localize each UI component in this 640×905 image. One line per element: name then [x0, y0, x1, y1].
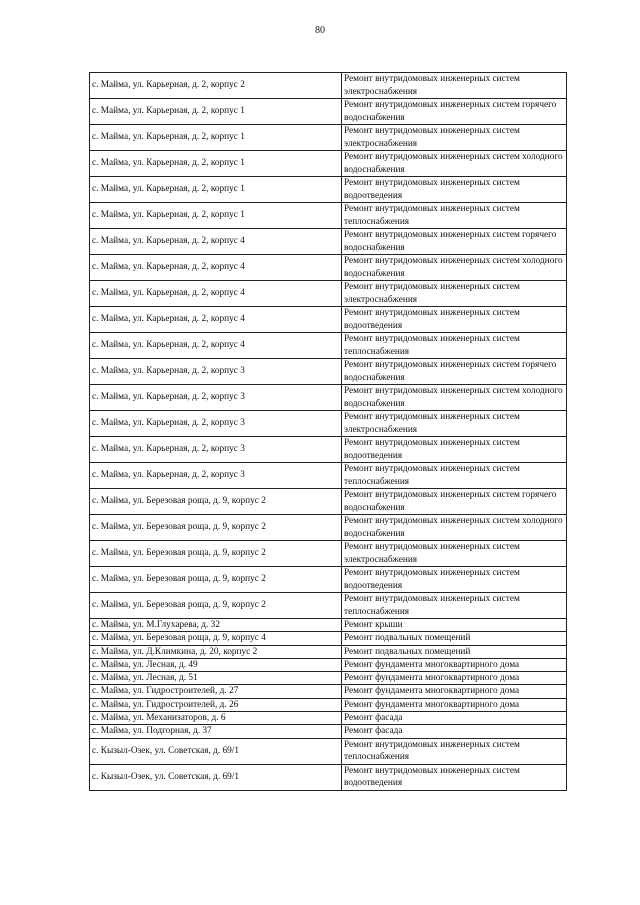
address-cell: с. Майма, ул. Лесная, д. 51	[90, 672, 342, 685]
address-cell: с. Майма, ул. Гидростроителей, д. 26	[90, 698, 342, 711]
table-body	[90, 73, 567, 791]
work-type-cell: Ремонт внутридомовых инженерных систем холодного водоснабжения	[342, 515, 567, 541]
table-row	[90, 203, 567, 229]
address-cell: с. Майма, ул. М.Глухарева, д. 32	[90, 619, 342, 632]
work-type-cell: Ремонт подвальных помещений	[342, 632, 567, 645]
work-type-cell: Ремонт внутридомовых инженерных систем теплоснабжения	[342, 738, 567, 764]
address-cell: с. Майма, ул. Березовая роща, д. 9, корпус 2	[90, 541, 342, 567]
address-cell: с. Майма, ул. Карьерная, д. 2, корпус 1	[90, 203, 342, 229]
address-cell: с. Майма, ул. Березовая роща, д. 9, корпус 2	[90, 489, 342, 515]
work-type-cell: Ремонт внутридомовых инженерных систем водоотведения	[342, 764, 567, 790]
table-row	[90, 738, 567, 764]
work-type-cell: Ремонт внутридомовых инженерных систем холодного водоснабжения	[342, 151, 567, 177]
address-cell: с. Майма, ул. Карьерная, д. 2, корпус 3	[90, 463, 342, 489]
table-row	[90, 515, 567, 541]
address-cell: с. Майма, ул. Карьерная, д. 2, корпус 3	[90, 411, 342, 437]
work-type-cell: Ремонт внутридомовых инженерных систем электроснабжения	[342, 411, 567, 437]
table-row	[90, 281, 567, 307]
table-row	[90, 567, 567, 593]
table-row	[90, 333, 567, 359]
work-type-cell: Ремонт внутридомовых инженерных систем холодного водоснабжения	[342, 255, 567, 281]
work-type-cell: Ремонт фундамента многоквартирного дома	[342, 698, 567, 711]
address-cell: с. Майма, ул. Карьерная, д. 2, корпус 3	[90, 437, 342, 463]
table-row	[90, 489, 567, 515]
table-row	[90, 658, 567, 671]
table-row	[90, 712, 567, 725]
repair-works-table	[89, 72, 567, 791]
address-cell: с. Майма, ул. Карьерная, д. 2, корпус 1	[90, 99, 342, 125]
address-cell: с. Майма, ул. Карьерная, д. 2, корпус 3	[90, 359, 342, 385]
table-row	[90, 672, 567, 685]
work-type-cell: Ремонт внутридомовых инженерных систем теплоснабжения	[342, 593, 567, 619]
address-cell: с. Майма, ул. Карьерная, д. 2, корпус 2	[90, 73, 342, 99]
address-cell: с. Майма, ул. Карьерная, д. 2, корпус 1	[90, 151, 342, 177]
address-cell: с. Майма, ул. Карьерная, д. 2, корпус 4	[90, 281, 342, 307]
work-type-cell: Ремонт внутридомовых инженерных систем горячего водоснабжения	[342, 229, 567, 255]
address-cell: с. Майма, ул. Карьерная, д. 2, корпус 1	[90, 125, 342, 151]
table-row	[90, 698, 567, 711]
table-row	[90, 177, 567, 203]
address-cell: с. Майма, ул. Д.Климкина, д. 20, корпус 2	[90, 645, 342, 658]
work-type-cell: Ремонт внутридомовых инженерных систем электроснабжения	[342, 73, 567, 99]
work-type-cell: Ремонт фундамента многоквартирного дома	[342, 672, 567, 685]
table-row	[90, 359, 567, 385]
work-type-cell: Ремонт внутридомовых инженерных систем водоотведения	[342, 437, 567, 463]
table-row	[90, 255, 567, 281]
work-type-cell: Ремонт фундамента многоквартирного дома	[342, 658, 567, 671]
address-cell: с. Майма, ул. Березовая роща, д. 9, корпус 4	[90, 632, 342, 645]
table-row	[90, 593, 567, 619]
work-type-cell: Ремонт внутридомовых инженерных систем горячего водоснабжения	[342, 489, 567, 515]
work-type-cell: Ремонт внутридомовых инженерных систем горячего водоснабжения	[342, 99, 567, 125]
address-cell: с. Кызыл-Озек, ул. Советская, д. 69/1	[90, 764, 342, 790]
work-type-cell: Ремонт внутридомовых инженерных систем горячего водоснабжения	[342, 359, 567, 385]
work-type-cell: Ремонт внутридомовых инженерных систем холодного водоснабжения	[342, 385, 567, 411]
work-type-cell: Ремонт крыши	[342, 619, 567, 632]
table-row	[90, 73, 567, 99]
table-row	[90, 307, 567, 333]
address-cell: с. Майма, ул. Гидростроителей, д. 27	[90, 685, 342, 698]
work-type-cell: Ремонт внутридомовых инженерных систем водоотведения	[342, 567, 567, 593]
table-row	[90, 764, 567, 790]
table-row	[90, 619, 567, 632]
address-cell: с. Майма, ул. Механизаторов, д. 6	[90, 712, 342, 725]
address-cell: с. Кызыл-Озек, ул. Советская, д. 69/1	[90, 738, 342, 764]
table-row	[90, 463, 567, 489]
work-type-cell: Ремонт внутридомовых инженерных систем водоотведения	[342, 307, 567, 333]
address-cell: с. Майма, ул. Карьерная, д. 2, корпус 4	[90, 229, 342, 255]
work-type-cell: Ремонт фасада	[342, 712, 567, 725]
work-type-cell: Ремонт внутридомовых инженерных систем теплоснабжения	[342, 333, 567, 359]
work-type-cell: Ремонт подвальных помещений	[342, 645, 567, 658]
work-type-cell: Ремонт внутридомовых инженерных систем электроснабжения	[342, 541, 567, 567]
address-cell: с. Майма, ул. Подгорная, д. 37	[90, 725, 342, 738]
work-type-cell: Ремонт фундамента многоквартирного дома	[342, 685, 567, 698]
work-type-cell: Ремонт внутридомовых инженерных систем теплоснабжения	[342, 463, 567, 489]
address-cell: с. Майма, ул. Березовая роща, д. 9, корпус 2	[90, 567, 342, 593]
table-row	[90, 151, 567, 177]
table-row	[90, 385, 567, 411]
address-cell: с. Майма, ул. Карьерная, д. 2, корпус 4	[90, 307, 342, 333]
table-row	[90, 632, 567, 645]
address-cell: с. Майма, ул. Карьерная, д. 2, корпус 1	[90, 177, 342, 203]
table-row	[90, 229, 567, 255]
table-row	[90, 541, 567, 567]
address-cell: с. Майма, ул. Березовая роща, д. 9, корпус 2	[90, 593, 342, 619]
table-row	[90, 99, 567, 125]
work-type-cell: Ремонт внутридомовых инженерных систем электроснабжения	[342, 125, 567, 151]
work-type-cell: Ремонт внутридомовых инженерных систем водоотведения	[342, 177, 567, 203]
table-row	[90, 411, 567, 437]
address-cell: с. Майма, ул. Карьерная, д. 2, корпус 3	[90, 385, 342, 411]
table-row	[90, 725, 567, 738]
address-cell: с. Майма, ул. Карьерная, д. 2, корпус 4	[90, 333, 342, 359]
table-row	[90, 125, 567, 151]
work-type-cell: Ремонт внутридомовых инженерных систем электроснабжения	[342, 281, 567, 307]
work-type-cell: Ремонт фасада	[342, 725, 567, 738]
page-number: 80	[315, 25, 325, 36]
table-row	[90, 685, 567, 698]
work-type-cell: Ремонт внутридомовых инженерных систем теплоснабжения	[342, 203, 567, 229]
address-cell: с. Майма, ул. Лесная, д. 49	[90, 658, 342, 671]
table-row	[90, 645, 567, 658]
address-cell: с. Майма, ул. Карьерная, д. 2, корпус 4	[90, 255, 342, 281]
table-row	[90, 437, 567, 463]
address-cell: с. Майма, ул. Березовая роща, д. 9, корпус 2	[90, 515, 342, 541]
